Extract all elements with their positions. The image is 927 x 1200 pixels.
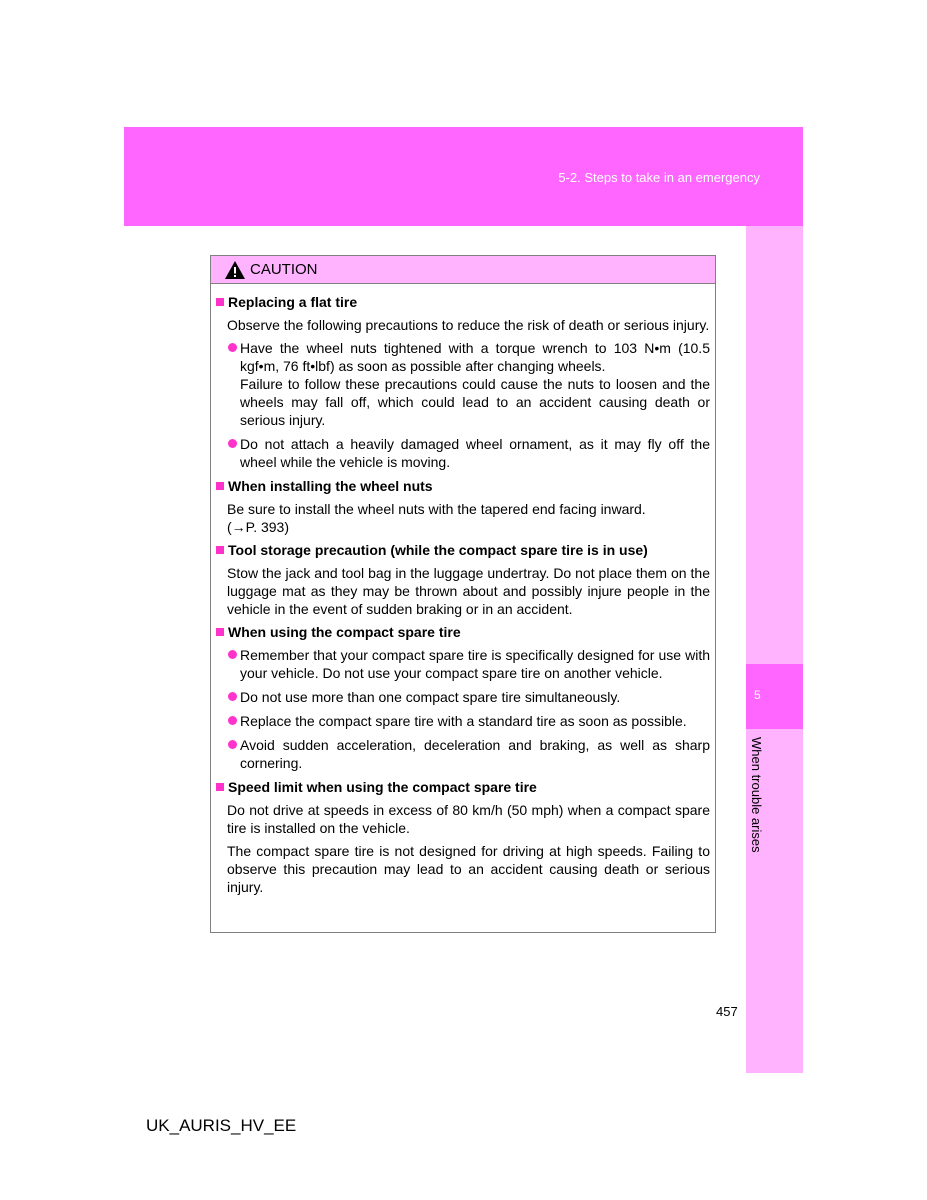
- caution-box: [210, 255, 716, 933]
- bullet-note: Failure to follow these precautions could cause the nuts to loosen and the wheels may fall off, which could lead to an accident causing death or serious injury.: [240, 376, 710, 428]
- circle-bullet-icon: [228, 650, 237, 659]
- section-heading: When using the compact spare tire: [216, 623, 710, 641]
- section-paragraph: Observe the following precautions to reduce the risk of death or serious injury.: [227, 317, 710, 333]
- section-heading: Tool storage precaution (while the compact spare tire is in use): [216, 541, 710, 559]
- bullet-text: Remember that your compact spare tire is specifically designed for use with your vehicle. Do not use your compact spare tire on another vehicle.: [240, 647, 710, 681]
- bullet-item: [228, 736, 710, 772]
- document-code: UK_AURIS_HV_EE: [146, 1116, 297, 1135]
- bullet-text: Do not use more than one compact spare tire simultaneously.: [240, 689, 621, 705]
- page-reference-link[interactable]: (→P. 393): [227, 519, 289, 535]
- caution-title: CAUTION: [250, 261, 318, 278]
- section-paragraph: Stow the jack and tool bag in the luggage undertray. Do not place them on the luggage mat as they may be thrown about and possibly injure people in the vehicle in the event of sudden braking or in an accident.: [227, 565, 710, 617]
- section-heading: Replacing a flat tire: [216, 293, 710, 311]
- section-paragraph: Do not drive at speeds in excess of 80 km/h (50 mph) when a compact spare tire is installed on the vehicle.: [227, 802, 710, 836]
- chapter-title: When trouble arises: [749, 737, 764, 853]
- bullet-item: [228, 646, 710, 682]
- bullet-item: [228, 435, 710, 471]
- square-bullet-icon: [216, 298, 224, 306]
- warning-triangle-icon: [224, 260, 246, 280]
- circle-bullet-icon: [228, 343, 237, 352]
- square-bullet-icon: [216, 482, 224, 490]
- bullet-text: Replace the compact spare tire with a standard tire as soon as possible.: [240, 713, 687, 729]
- bullet-item: [228, 339, 710, 429]
- chapter-number-tab[interactable]: [746, 664, 803, 729]
- bullet-text: Do not attach a heavily damaged wheel ornament, as it may fly off the wheel while the vehicle is moving.: [240, 436, 710, 470]
- square-bullet-icon: [216, 783, 224, 791]
- caution-body: [211, 284, 715, 896]
- bullet-text: Have the wheel nuts tightened with a torque wrench to 103 N•m (10.5 kgf•m, 76 ft•lbf) as soon as possible after changing wheels.: [240, 340, 710, 374]
- header-band: [124, 127, 803, 226]
- caution-header: [211, 256, 715, 284]
- circle-bullet-icon: [228, 716, 237, 725]
- section-paragraph: Be sure to install the wheel nuts with the tapered end facing inward.: [227, 501, 646, 517]
- circle-bullet-icon: [228, 740, 237, 749]
- circle-bullet-icon: [228, 439, 237, 448]
- bullet-item: [228, 688, 710, 706]
- section-paragraph: The compact spare tire is not designed for driving at high speeds. Failing to observe this precaution may lead to an accident causing death or serious injury.: [227, 843, 710, 895]
- chapter-side-tab: [746, 226, 803, 1073]
- section-heading: Speed limit when using the compact spare tire: [216, 778, 710, 796]
- section-title: 5-2. Steps to take in an emergency: [558, 170, 760, 185]
- chapter-number: 5: [754, 688, 761, 702]
- bullet-text: Avoid sudden acceleration, deceleration and braking, as well as sharp cornering.: [240, 737, 710, 771]
- circle-bullet-icon: [228, 692, 237, 701]
- square-bullet-icon: [216, 628, 224, 636]
- square-bullet-icon: [216, 546, 224, 554]
- section-heading: When installing the wheel nuts: [216, 477, 710, 495]
- bullet-item: [228, 712, 710, 730]
- page-number: 457: [716, 1004, 738, 1019]
